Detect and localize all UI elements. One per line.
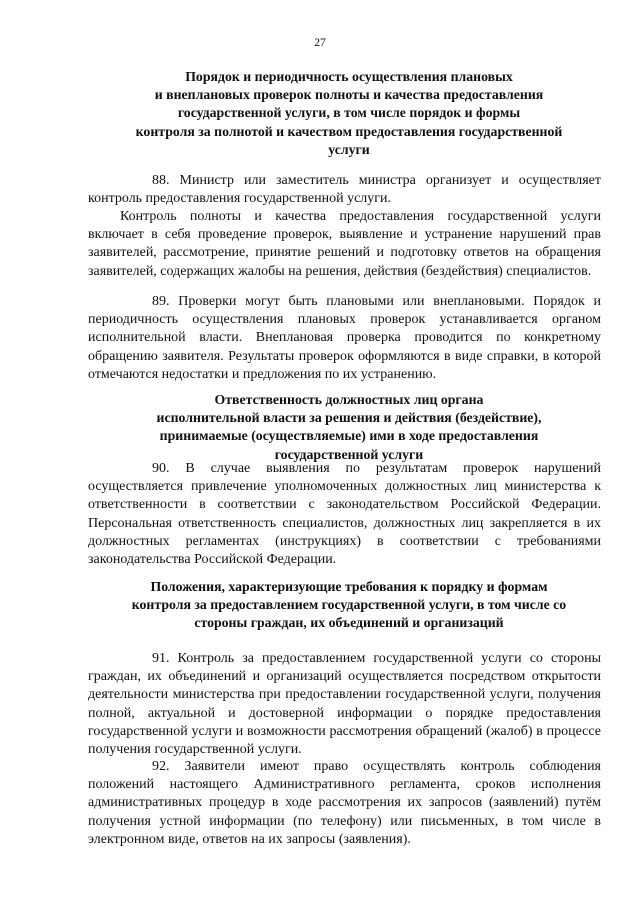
paragraph-text: Контроль за предоставлением государственной услуги со стороны граждан, их объединений и организаций осуществляется посредством открытости деятельности министерства при предоставлении государственной услуги, получения полной, актуальной и достоверной информации о порядке предоставления государственной услуги и возможности рассмотрения обращений (жалоб) в процессе получения государственной услуги. xyxy=(88,651,602,758)
paragraph-88 xyxy=(88,172,601,208)
heading-line: государственной услуги, в том числе порядок и формы xyxy=(177,105,521,121)
heading-line: исполнительной власти за решения и действия (бездействие), xyxy=(156,410,542,426)
heading-line: контроля за предоставлением государственной услуги, в том числе со xyxy=(131,597,567,613)
heading-line: Ответственность должностных лиц органа xyxy=(214,392,484,407)
paragraph-91 xyxy=(88,650,601,759)
paragraph-text: Министр или заместитель министра организует и осуществляет контроль предоставления государственной услуги. xyxy=(88,173,601,207)
heading-line: Положения, характеризующие требования к порядку и формам xyxy=(150,579,548,594)
heading-line: контроля за полнотой и качеством предоставления государственной xyxy=(135,123,563,139)
heading-line: принимаемые (осуществляемые) ими в ходе предоставления xyxy=(159,428,539,444)
paragraph-number: 90. xyxy=(152,461,170,476)
paragraph-89 xyxy=(88,293,601,384)
heading-line: стороны граждан, их объединений и организаций xyxy=(194,615,504,631)
heading-line: государственной услуги xyxy=(274,446,424,462)
heading-line: услуги xyxy=(328,141,370,157)
section-3-heading xyxy=(88,578,610,633)
paragraph-number: 91. xyxy=(152,651,170,666)
paragraph-90 xyxy=(88,460,601,569)
paragraph-88-continued xyxy=(88,208,601,281)
paragraph-number: 92. xyxy=(152,759,170,774)
paragraph-number: 88. xyxy=(152,173,170,188)
section-2-heading xyxy=(88,391,610,464)
heading-line: и внеплановых проверок полноты и качества предоставления xyxy=(154,87,544,103)
paragraph-text: Заявители имеют право осуществлять контроль соблюдения положений настоящего Административного регламента, сроков исполнения административных процедур в ходе рассмотрения их запросов (заявлений) путём получения устной информации (по телефону) или письменных, в том числе в электронном виде, ответов на их запросы (заявления). xyxy=(88,759,601,847)
section-1-heading xyxy=(88,68,610,159)
paragraph-text: Контроль полноты и качества предоставления государственной услуги включает в себя проведение проверок, выявление и устранение нарушений прав заявителей, рассмотрение, принятие решений и подготовку ответов на обращения заявителей, содержащих жалобы на решения, действия (бездействия) специалистов. xyxy=(88,209,601,279)
heading-line: Порядок и периодичность осуществления плановых xyxy=(185,69,513,84)
paragraph-text: В случае выявления по результатам проверок нарушений осуществляется привлечение уполномоченных должностных лиц министерства к ответственности в соответствии с законодательством Российской Федерации. Персональная ответственность специалистов, должностных лиц закрепляется в их должностных регламентах (инструкциях) в соответствии с требованиями законодательства Российской Федерации. xyxy=(88,461,601,568)
paragraph-92 xyxy=(88,758,601,849)
paragraph-text: Проверки могут быть плановыми или внеплановыми. Порядок и периодичность осуществления плановых проверок устанавливается органом исполнительной власти. Внеплановая проверка проводится по конкретному обращению заявителя. Результаты проверок оформляются в виде справки, в которой отмечаются недостатки и предложения по их устранению. xyxy=(88,294,601,382)
paragraph-number: 89. xyxy=(152,294,170,309)
page-number: 27 xyxy=(314,37,326,49)
